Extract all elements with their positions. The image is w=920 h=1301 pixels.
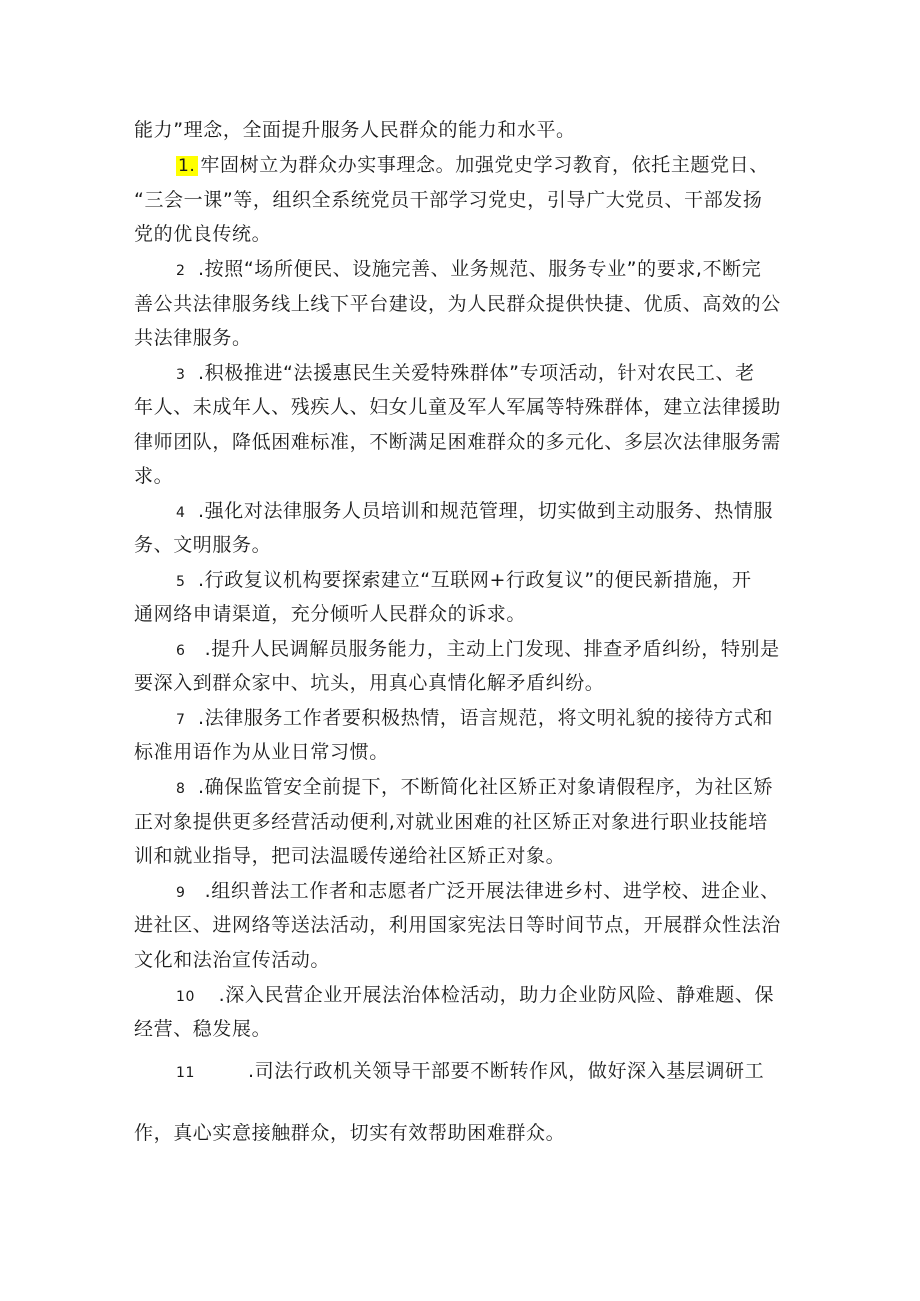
item-6-line-1: 6 .提升人民调解员服务能力，主动上门发现、排查矛盾纠纷，特别是	[176, 637, 780, 663]
item-7-line-2: 标准用语作为从业日常习惯。	[134, 741, 389, 763]
item-9-line-3: 文化和法治宣传活动。	[134, 949, 331, 971]
item-1-line-3: 党的优良传统。	[134, 223, 272, 245]
item-8-line-2: 正对象提供更多经营活动便利,对就业困难的社区矫正对象进行职业技能培	[134, 811, 768, 833]
item-3-line-3: 律师团队，降低困难标准，不断满足困难群众的多元化、多层次法律服务需	[134, 431, 781, 453]
item-3-number: 3	[176, 367, 186, 383]
item-9-number: 9	[176, 885, 186, 901]
item-11-number: 11	[176, 1065, 196, 1081]
item-10-number: 10	[176, 989, 196, 1005]
item-3-line-2: 年人、未成年人、残疾人、妇女儿童及军人军属等特殊群体，建立法律援助	[134, 396, 781, 418]
item-2-number: 2	[176, 263, 186, 279]
item-10-line-2: 经营、稳发展。	[134, 1018, 272, 1040]
item-2-line-3: 共法律服务。	[134, 327, 252, 349]
item-2-line-1: 2 .按照“场所便民、设施完善、业务规范、服务专业”的要求,不断完	[176, 257, 761, 283]
item-3-line-4: 求。	[134, 465, 174, 487]
item-5-line-2: 通网络申请渠道，充分倾听人民群众的诉求。	[134, 603, 527, 625]
item-1-line-1: 1. 牢固树立为群众办实事理念。加强党史学习教育，依托主题党日、	[178, 154, 769, 176]
item-11-line-2: 作，真心实意接触群众，切实有效帮助困难群众。	[134, 1122, 566, 1144]
item-8-number: 8	[176, 781, 186, 797]
item-11-line-1: 11 .司法行政机关领导干部要不断转作风，做好深入基层调研工	[176, 1059, 764, 1085]
item-8-line-1: 8 .确保监管安全前提下，不断简化社区矫正对象请假程序，为社区矫	[176, 775, 773, 801]
item-9-line-1: 9 .组织普法工作者和志愿者广泛开展法律进乡村、进学校、进企业、	[176, 879, 780, 905]
item-2-line-2: 善公共法律服务线上线下平台建设，为人民群众提供快捷、优质、高效的公	[134, 293, 781, 315]
item-5-line-1: 5 .行政复议机构要探索建立“互联网+行政复议”的便民新措施，开	[176, 568, 752, 594]
item-3-line-1: 3 .积极推进“法援惠民生关爱特殊群体”专项活动，针对农民工、老	[176, 361, 755, 387]
item-4-line-2: 务、文明服务。	[134, 534, 272, 556]
item-6-number: 6	[176, 643, 186, 659]
item-7-number: 7	[176, 712, 186, 728]
item-6-line-2: 要深入到群众家中、坑头，用真心真情化解矛盾纠纷。	[134, 672, 605, 694]
item-4-number: 4	[176, 505, 186, 521]
item-5-number: 5	[176, 574, 186, 590]
item-10-line-1: 10 .深入民营企业开展法治体检活动，助力企业防风险、静难题、保	[176, 983, 774, 1009]
item-1-number: 1.	[176, 156, 198, 176]
item-8-line-3: 训和就业指导，把司法温暖传递给社区矫正对象。	[134, 845, 566, 867]
intro-tail-line: 能力”理念，全面提升服务人民群众的能力和水平。	[134, 119, 576, 141]
item-4-line-1: 4 .强化对法律服务人员培训和规范管理，切实做到主动服务、热情服	[176, 499, 773, 525]
item-7-line-1: 7 .法律服务工作者要积极热情，语言规范，将文明礼貌的接待方式和	[176, 706, 773, 732]
item-9-line-2: 进社区、进网络等送法活动，利用国家宪法日等时间节点，开展群众性法治	[134, 914, 781, 936]
item-1-line-2: “三会一课”等，组织全系统党员干部学习党史，引导广大党员、干部发扬	[134, 189, 763, 211]
